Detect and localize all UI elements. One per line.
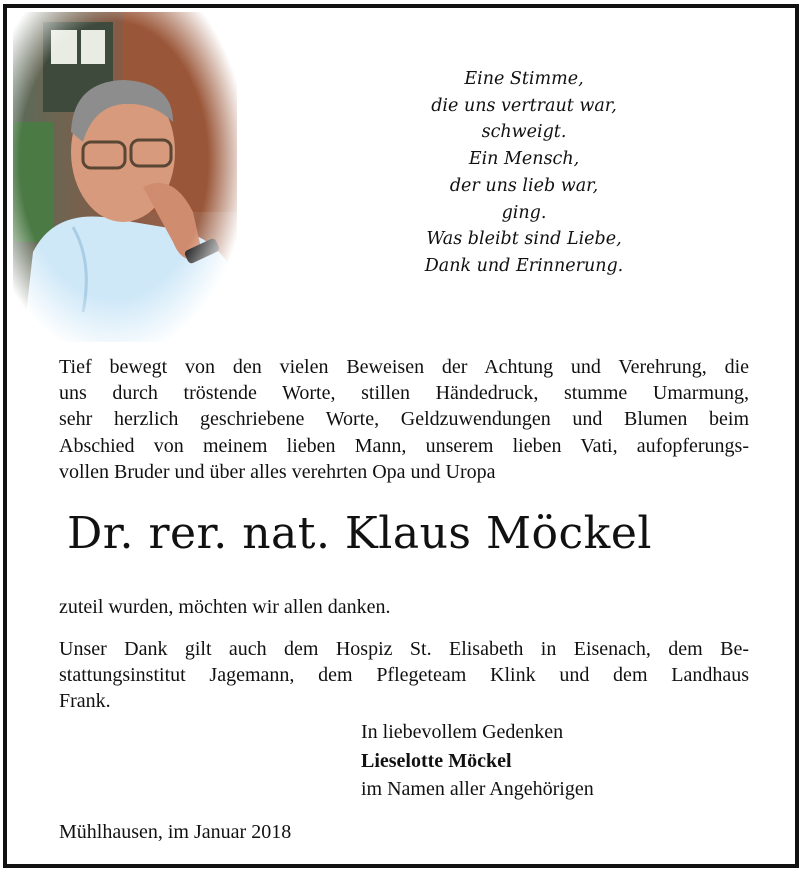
intro-line: sehr herzlich geschriebene Worte, Geldzuwendungen und Blumen beim	[59, 408, 749, 431]
poem-line: Was bleibt sind Liebe,	[426, 229, 622, 250]
portrait-photo	[13, 12, 237, 342]
thanks-line: zuteil wurden, möchten wir allen danken.	[59, 596, 391, 618]
poem-line: der uns lieb war,	[449, 175, 599, 196]
poem-line: ging.	[501, 202, 547, 223]
intro-paragraph	[59, 354, 749, 485]
intro-line: uns durch tröstende Worte, stillen Händedruck, stumme Umarmung,	[59, 382, 749, 405]
poem-line: die uns vertraut war,	[431, 95, 617, 116]
signature-family: im Namen aller Angehörigen	[361, 778, 594, 800]
deceased-name: Dr. rer. nat. Klaus Möckel	[67, 508, 652, 559]
signature-greeting: In liebevollem Gedenken	[361, 721, 564, 743]
thanks-paragraph	[59, 594, 749, 620]
intro-line: Abschied von meinem lieben Mann, unserem lieben Vati, aufopferungs-	[59, 434, 749, 457]
obituary-notice	[3, 4, 799, 868]
intro-line: Tief bewegt von den vielen Beweisen der Achtung und Verehrung, die	[59, 356, 749, 378]
signature-name: Lieselotte Möckel	[361, 749, 512, 772]
acknowledgement-line: stattungsinstitut Jagemann, dem Pflegeteam Klink und dem Landhaus	[59, 664, 749, 687]
acknowledgement-line: Frank.	[59, 690, 111, 713]
intro-line: vollen Bruder und über alles verehrten Opa und Uropa	[59, 460, 496, 483]
place-and-date: Mühlhausen, im Januar 2018	[59, 821, 292, 843]
acknowledgement-line: Unser Dank gilt auch dem Hospiz St. Elisabeth in Eisenach, dem Be-	[59, 638, 749, 660]
portrait-illustration	[13, 12, 237, 342]
acknowledgement-paragraph	[59, 636, 749, 715]
poem-line: Dank und Erinnerung.	[424, 255, 624, 276]
poem-line: Ein Mensch,	[468, 149, 580, 170]
memorial-poem	[359, 66, 689, 280]
poem-line: Eine Stimme,	[464, 69, 584, 89]
poem-line: schweigt.	[481, 122, 567, 143]
signature-block	[361, 718, 594, 804]
